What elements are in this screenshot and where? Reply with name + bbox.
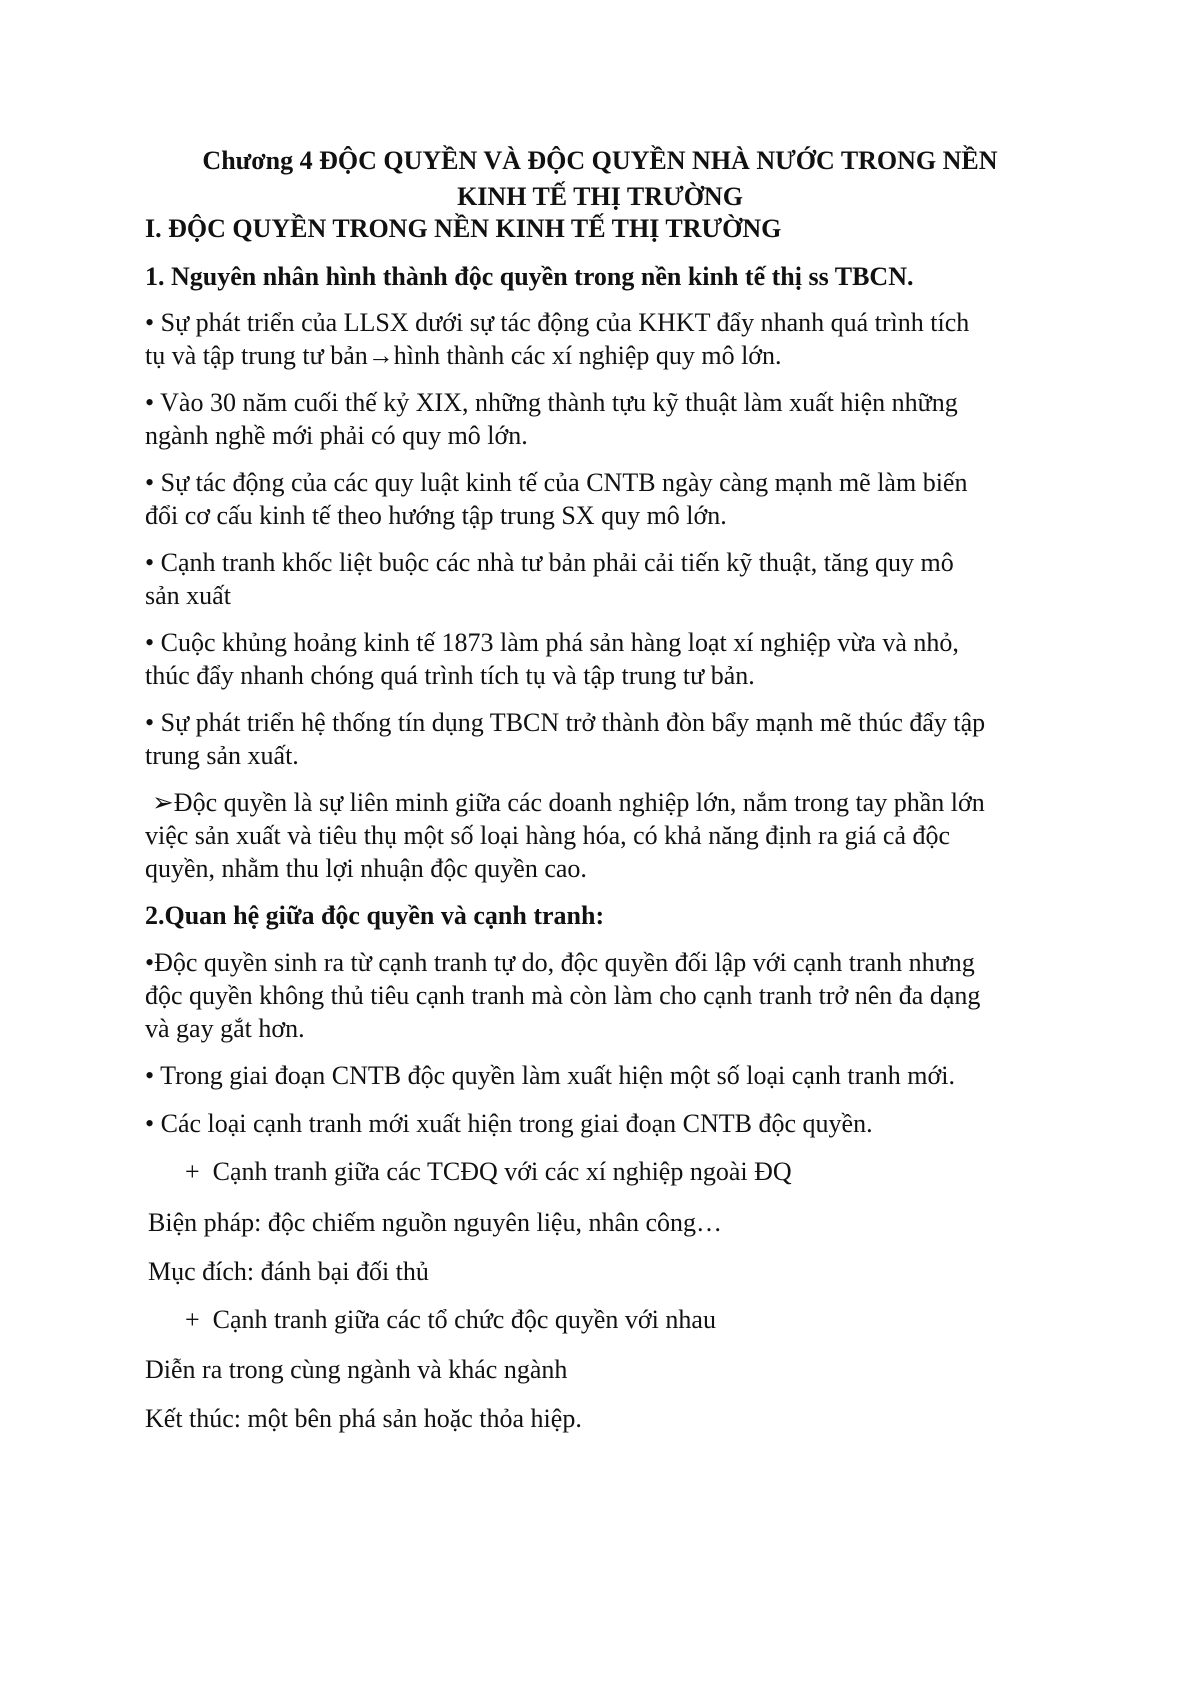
bullet-item [145, 385, 1075, 420]
bullet-icon: • [145, 708, 155, 737]
bullet-text-continued: trung sản xuất. [145, 741, 299, 770]
subheading-relation: 2.Quan hệ giữa độc quyền và cạnh tranh: [145, 901, 605, 930]
bullet-icon: • [145, 548, 155, 577]
chapter-title [120, 143, 1080, 215]
bullet-text-continued: và gay gắt hơn. [145, 1014, 305, 1043]
bullet-text: Các loại cạnh tranh mới xuất hiện trong giai đoạn CNTB độc quyền. [160, 1109, 873, 1138]
bullet-icon: • [145, 1061, 155, 1090]
bullet-text: Sự tác động của các quy luật kinh tế của CNTB ngày càng mạnh mẽ làm biến [160, 468, 968, 497]
bullet-text: Sự phát triển của LLSX dưới sự tác động của KHKT đẩy nhanh quá trình tích [160, 308, 970, 337]
bullet-text-continued: sản xuất [145, 581, 231, 610]
chapter-title-line-1: Chương 4 ĐỘC QUYỀN VÀ ĐỘC QUYỀN NHÀ NƯỚC TRONG NỀN [202, 146, 998, 175]
bullet-item [145, 625, 1075, 660]
bullet-icon: • [145, 628, 155, 657]
sub-item [185, 1154, 1115, 1189]
purpose-text: Mục đích: đánh bại đối thủ [148, 1257, 429, 1286]
subheading-causes: 1. Nguyên nhân hình thành độc quyền trong nền kinh tế thị ss TBCN. [145, 262, 914, 291]
bullet-text-continued: ngành nghề mới phải có quy mô lớn. [145, 421, 528, 450]
bullet-item [145, 945, 1075, 980]
scope-text: Diễn ra trong cùng ngành và khác ngành [145, 1355, 568, 1384]
bullet-item [145, 1058, 1075, 1093]
bullet-text-continued: tụ và tập trung tư bản→hình thành các xí nghiệp quy mô lớn. [145, 341, 782, 370]
bullet-text: Vào 30 năm cuối thế kỷ XIX, những thành tựu kỹ thuật làm xuất hiện những [160, 388, 958, 417]
conclusion-item [152, 785, 1082, 820]
bullet-text: Sự phát triển hệ thống tín dụng TBCN trở thành đòn bẩy mạnh mẽ thúc đẩy tập [160, 708, 986, 737]
bullet-item [145, 1106, 1075, 1141]
conclusion-text-continued: quyền, nhằm thu lợi nhuận độc quyền cao. [145, 854, 587, 883]
bullet-item [145, 305, 1075, 340]
bullet-text: Trong giai đoạn CNTB độc quyền làm xuất hiện một số loại cạnh tranh mới. [160, 1061, 955, 1090]
sub-item-text: Cạnh tranh giữa các TCĐQ với các xí nghiệp ngoài ĐQ [212, 1157, 792, 1186]
sub-item-text: Cạnh tranh giữa các tổ chức độc quyền với nhau [212, 1305, 716, 1334]
bullet-text: Cuộc khủng hoảng kinh tế 1873 làm phá sản hàng loạt xí nghiệp vừa và nhỏ, [160, 628, 959, 657]
section-heading: I. ĐỘC QUYỀN TRONG NỀN KINH TẾ THỊ TRƯỜNG [145, 214, 782, 243]
bullet-icon: • [145, 388, 155, 417]
bullet-icon: • [145, 308, 155, 337]
chapter-title-line-2: KINH TẾ THỊ TRƯỜNG [457, 182, 743, 211]
conclusion-text: Độc quyền là sự liên minh giữa các doanh nghiệp lớn, nắm trong tay phần lớn [173, 788, 985, 817]
bullet-icon: • [145, 468, 155, 497]
bullet-item [145, 705, 1075, 740]
bullet-icon: • [145, 1109, 155, 1138]
conclusion-text-continued: việc sản xuất và tiêu thụ một số loại hàng hóa, có khả năng định ra giá cả độc [145, 821, 951, 850]
sub-item [185, 1302, 1115, 1337]
bullet-item [145, 465, 1075, 500]
bullet-icon: • [145, 948, 155, 977]
ending-text: Kết thúc: một bên phá sản hoặc thỏa hiệp. [145, 1404, 582, 1433]
bullet-item [145, 545, 1075, 580]
plus-icon: + [185, 1157, 200, 1186]
bullet-text: Độc quyền sinh ra từ cạnh tranh tự do, độc quyền đối lập với cạnh tranh nhưng [154, 948, 975, 977]
bullet-text: Cạnh tranh khốc liệt buộc các nhà tư bản phải cải tiến kỹ thuật, tăng quy mô [160, 548, 954, 577]
measure-text: Biện pháp: độc chiếm nguồn nguyên liệu, nhân công… [148, 1208, 723, 1237]
plus-icon: + [185, 1305, 200, 1334]
bullet-text-continued: đổi cơ cấu kinh tế theo hướng tập trung SX quy mô lớn. [145, 501, 727, 530]
arrow-bullet-icon: ➢ [152, 788, 174, 817]
bullet-text-continued: độc quyền không thủ tiêu cạnh tranh mà còn làm cho cạnh tranh trở nên đa dạng [145, 981, 981, 1010]
bullet-text-continued: thúc đẩy nhanh chóng quá trình tích tụ và tập trung tư bản. [145, 661, 755, 690]
